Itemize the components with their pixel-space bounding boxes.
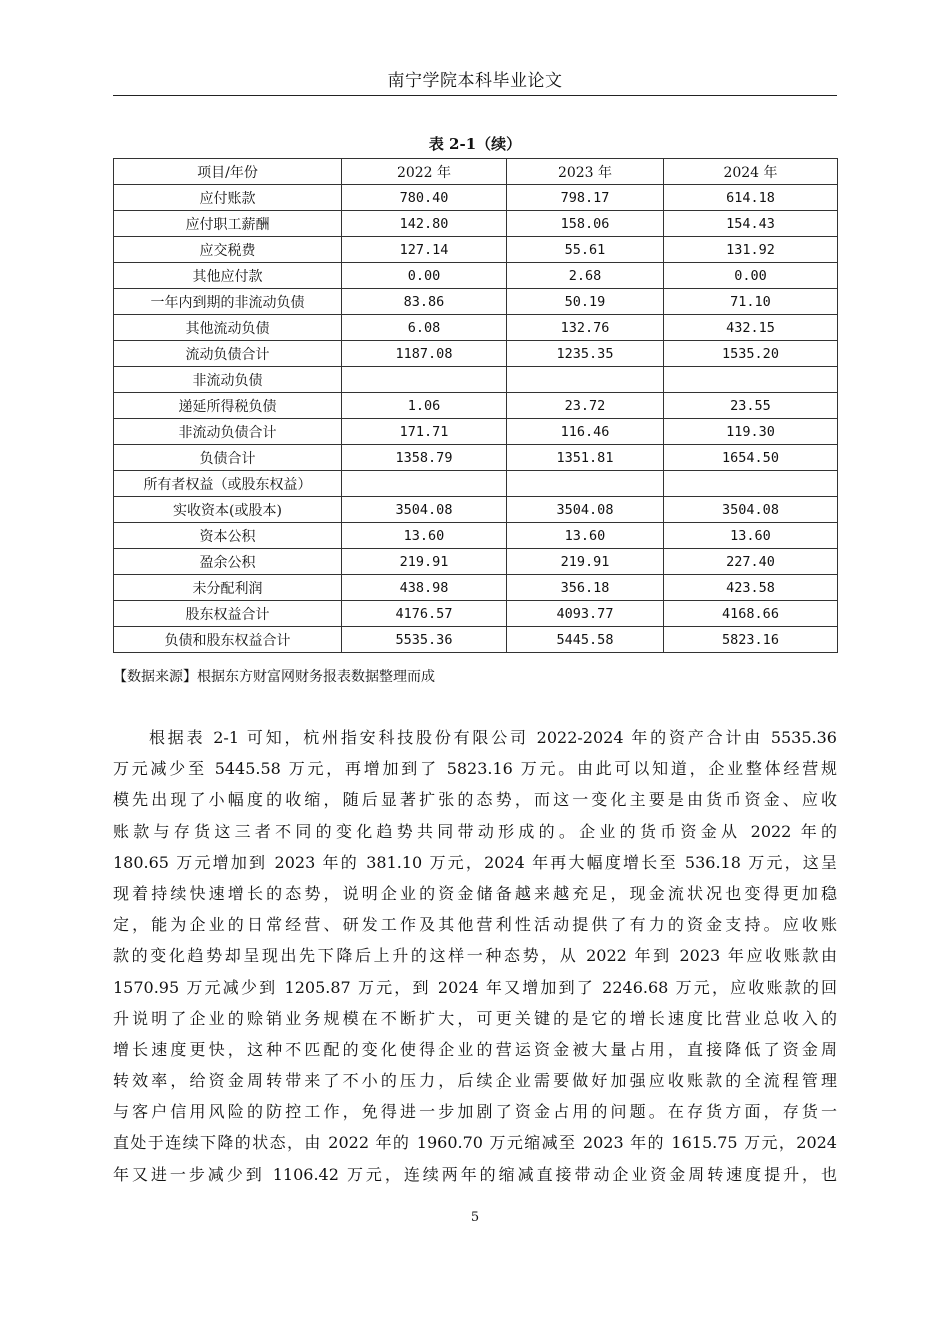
paragraph-line: 万元减少至 5445.58 万元，再增加到了 5823.16 万元。由此可以知道，企业整体经营规 [113, 759, 837, 779]
value-cell: 116.46 [507, 419, 664, 445]
table-row [114, 393, 838, 419]
table-row [114, 263, 838, 289]
table-row [114, 341, 838, 367]
paragraph-line: 账款与存货这三者不同的变化趋势共同带动形成的。企业的货币资金从 2022 年的 [113, 821, 837, 841]
value-cell: 119.30 [664, 419, 838, 445]
value-cell: 614.18 [664, 185, 838, 211]
row-label-cell: 股东权益合计 [114, 601, 342, 627]
value-cell: 219.91 [507, 549, 664, 575]
value-cell [342, 367, 507, 393]
value-cell: 4168.66 [664, 601, 838, 627]
value-cell: 5445.58 [507, 627, 664, 653]
table-row [114, 211, 838, 237]
value-cell: 0.00 [342, 263, 507, 289]
value-cell: 1187.08 [342, 341, 507, 367]
body-paragraph [113, 722, 837, 1190]
row-label-cell: 流动负债合计 [114, 341, 342, 367]
row-label-cell: 实收资本(或股本) [114, 497, 342, 523]
value-cell: 227.40 [664, 549, 838, 575]
table-row [114, 419, 838, 445]
table-header-row [114, 159, 838, 185]
value-cell: 3504.08 [664, 497, 838, 523]
value-cell: 71.10 [664, 289, 838, 315]
paragraph-line: 转效率，给资金周转带来了不小的压力，后续企业需要做好加强应收账款的全流程管理 [113, 1071, 837, 1091]
column-header: 2023 年 [507, 159, 664, 185]
value-cell [664, 471, 838, 497]
column-header: 2024 年 [664, 159, 838, 185]
value-cell: 127.14 [342, 237, 507, 263]
value-cell: 23.72 [507, 393, 664, 419]
row-label-cell: 非流动负债 [114, 367, 342, 393]
value-cell: 4093.77 [507, 601, 664, 627]
table-row [114, 523, 838, 549]
value-cell: 1535.20 [664, 341, 838, 367]
value-cell [507, 367, 664, 393]
paragraph-line: 现着持续快速增长的态势，说明企业的资金储备越来越充足，现金流状况也变得更加稳 [113, 883, 837, 903]
value-cell: 50.19 [507, 289, 664, 315]
value-cell: 6.08 [342, 315, 507, 341]
row-label-cell: 未分配利润 [114, 575, 342, 601]
value-cell: 438.98 [342, 575, 507, 601]
column-header: 项目/年份 [114, 159, 342, 185]
value-cell: 154.43 [664, 211, 838, 237]
table-row [114, 289, 838, 315]
paragraph-line: 与客户信用风险的防控工作，免得进一步加剧了资金占用的问题。在存货方面，存货一 [113, 1102, 837, 1122]
value-cell: 158.06 [507, 211, 664, 237]
value-cell: 0.00 [664, 263, 838, 289]
row-label-cell: 应付账款 [114, 185, 342, 211]
table-row [114, 601, 838, 627]
value-cell: 5823.16 [664, 627, 838, 653]
value-cell: 55.61 [507, 237, 664, 263]
table-row [114, 471, 838, 497]
value-cell: 142.80 [342, 211, 507, 237]
column-header: 2022 年 [342, 159, 507, 185]
value-cell: 423.58 [664, 575, 838, 601]
paragraph-line: 年又进一步减少到 1106.42 万元，连续两年的缩减直接带动企业资金周转速度提升，也 [113, 1164, 837, 1184]
value-cell: 780.40 [342, 185, 507, 211]
value-cell: 1358.79 [342, 445, 507, 471]
table-row [114, 367, 838, 393]
value-cell [664, 367, 838, 393]
paragraph-line: 180.65 万元增加到 2023 年的 381.10 万元，2024 年再大幅度增长至 536.18 万元，这呈 [113, 852, 837, 872]
table-source-note: 【数据来源】根据东方财富网财务报表数据整理而成 [113, 669, 435, 685]
table-row [114, 237, 838, 263]
page-number: 5 [470, 1210, 480, 1225]
balance-sheet-table [113, 158, 838, 653]
row-label-cell: 负债和股东权益合计 [114, 627, 342, 653]
value-cell: 4176.57 [342, 601, 507, 627]
table-caption: 表 2-1（续） [428, 135, 522, 153]
paragraph-line: 升说明了企业的赊销业务规模在不断扩大，可更关键的是它的增长速度比营业总收入的 [113, 1008, 837, 1028]
table-row [114, 445, 838, 471]
value-cell: 219.91 [342, 549, 507, 575]
table-row [114, 549, 838, 575]
row-label-cell: 应付职工薪酬 [114, 211, 342, 237]
paragraph-line: 增长速度更快，这种不匹配的变化使得企业的营运资金被大量占用，直接降低了资金周 [113, 1039, 837, 1059]
value-cell: 432.15 [664, 315, 838, 341]
table-row [114, 315, 838, 341]
header-divider [113, 95, 837, 96]
row-label-cell: 其他流动负债 [114, 315, 342, 341]
value-cell: 5535.36 [342, 627, 507, 653]
value-cell [507, 471, 664, 497]
value-cell: 171.71 [342, 419, 507, 445]
paragraph-line: 直处于连续下降的状态，由 2022 年的 1960.70 万元缩减至 2023 年的 1615.75 万元，2024 [113, 1133, 837, 1153]
value-cell [342, 471, 507, 497]
row-label-cell: 资本公积 [114, 523, 342, 549]
value-cell: 13.60 [664, 523, 838, 549]
table-row [114, 575, 838, 601]
row-label-cell: 盈余公积 [114, 549, 342, 575]
value-cell: 23.55 [664, 393, 838, 419]
row-label-cell: 递延所得税负债 [114, 393, 342, 419]
value-cell: 3504.08 [507, 497, 664, 523]
paragraph-line: 定，能为企业的日常经营、研发工作及其他营利性活动提供了有力的资金支持。应收账 [113, 915, 837, 935]
value-cell: 131.92 [664, 237, 838, 263]
row-label-cell: 其他应付款 [114, 263, 342, 289]
paragraph-line: 1570.95 万元减少到 1205.87 万元，到 2024 年又增加到了 2246.68 万元，应收账款的回 [113, 977, 837, 997]
value-cell: 13.60 [507, 523, 664, 549]
row-label-cell: 一年内到期的非流动负债 [114, 289, 342, 315]
page-header-title: 南宁学院本科毕业论文 [387, 71, 563, 91]
value-cell: 83.86 [342, 289, 507, 315]
value-cell: 1654.50 [664, 445, 838, 471]
paragraph-line: 根据表 2-1 可知，杭州指安科技股份有限公司 2022-2024 年的资产合计由 5535.36 [149, 728, 837, 747]
table-row [114, 185, 838, 211]
row-label-cell: 应交税费 [114, 237, 342, 263]
value-cell: 13.60 [342, 523, 507, 549]
paragraph-line: 款的变化趋势却呈现出先下降后上升的这样一种态势，从 2022 年到 2023 年应收账款由 [113, 946, 837, 966]
table-row [114, 497, 838, 523]
value-cell: 3504.08 [342, 497, 507, 523]
table-row [114, 627, 838, 653]
value-cell: 1235.35 [507, 341, 664, 367]
value-cell: 356.18 [507, 575, 664, 601]
value-cell: 1351.81 [507, 445, 664, 471]
value-cell: 1.06 [342, 393, 507, 419]
row-label-cell: 负债合计 [114, 445, 342, 471]
value-cell: 132.76 [507, 315, 664, 341]
row-label-cell: 所有者权益（或股东权益） [114, 471, 342, 497]
paragraph-line: 模先出现了小幅度的收缩，随后显著扩张的态势，而这一变化主要是由货币资金、应收 [113, 790, 837, 810]
value-cell: 2.68 [507, 263, 664, 289]
row-label-cell: 非流动负债合计 [114, 419, 342, 445]
value-cell: 798.17 [507, 185, 664, 211]
